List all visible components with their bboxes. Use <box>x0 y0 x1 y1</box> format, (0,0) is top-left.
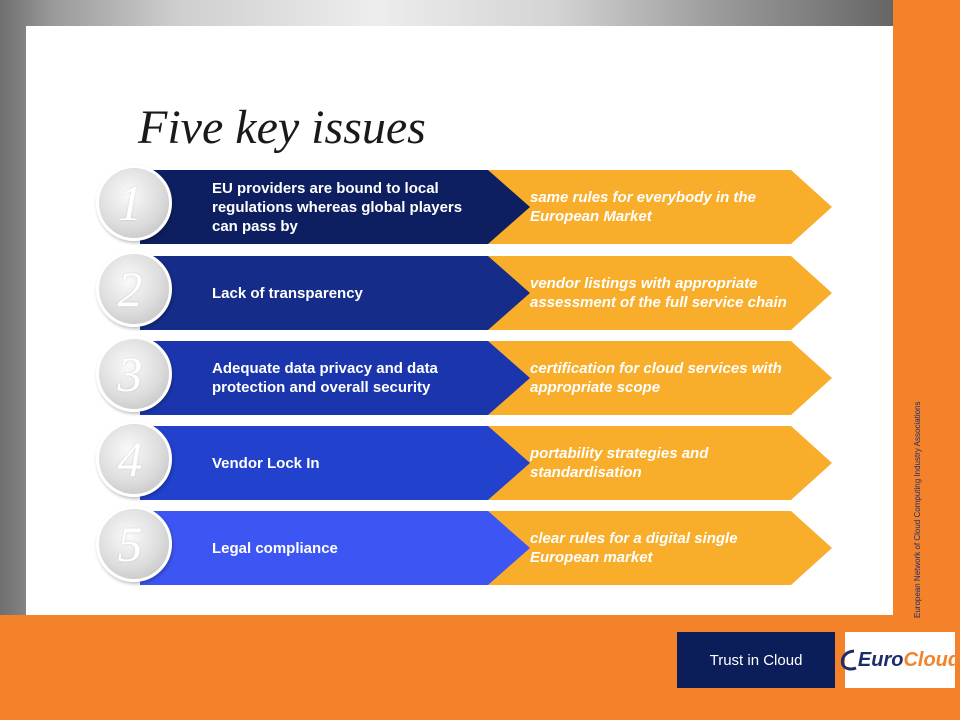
slide-title: Five key issues <box>138 101 426 154</box>
issue-text: Legal compliance <box>212 539 338 557</box>
logo-swoosh-icon <box>840 649 858 671</box>
issue-text: Lack of transparency <box>212 284 363 302</box>
eurocloud-logo <box>845 632 960 688</box>
solution-text: clear rules for a digital single European market <box>530 530 738 566</box>
number-badge <box>96 165 172 241</box>
issue-number: 5 <box>117 516 143 572</box>
logo-part-euro: Euro <box>857 648 904 671</box>
issue-number: 1 <box>117 175 143 231</box>
logo-wordmark <box>840 649 960 672</box>
number-badge <box>96 336 172 412</box>
organization-side-label: European Network of Cloud Computing Industry Associations <box>913 401 922 618</box>
issue-row <box>0 426 893 500</box>
right-orange-bar <box>893 0 960 720</box>
number-badge <box>96 251 172 327</box>
issue-row <box>0 511 893 585</box>
issue-row <box>0 256 893 330</box>
solution-text: certification for cloud services with appropriate scope <box>530 360 782 396</box>
issue-number: 3 <box>117 346 143 402</box>
solution-text: vendor listings with appropriate assessment of the full service chain <box>530 275 787 311</box>
issue-row <box>0 341 893 415</box>
number-badge <box>96 421 172 497</box>
issue-row <box>0 170 893 244</box>
solution-text: same rules for everybody in the European Market <box>530 189 756 225</box>
issue-text: Adequate data privacy and data protection and overall security <box>212 360 438 396</box>
trust-in-cloud-label: Trust in Cloud <box>709 651 803 669</box>
issue-text: Vendor Lock In <box>212 454 320 472</box>
issue-text: EU providers are bound to local regulations whereas global players can pass by <box>212 179 463 235</box>
trust-in-cloud-button[interactable] <box>677 632 835 688</box>
issue-number: 4 <box>117 431 143 487</box>
issue-number: 2 <box>117 261 143 317</box>
number-badge <box>96 506 172 582</box>
solution-text: portability strategies and standardisation <box>530 445 709 481</box>
logo-part-cloud: Cloud <box>903 648 960 671</box>
